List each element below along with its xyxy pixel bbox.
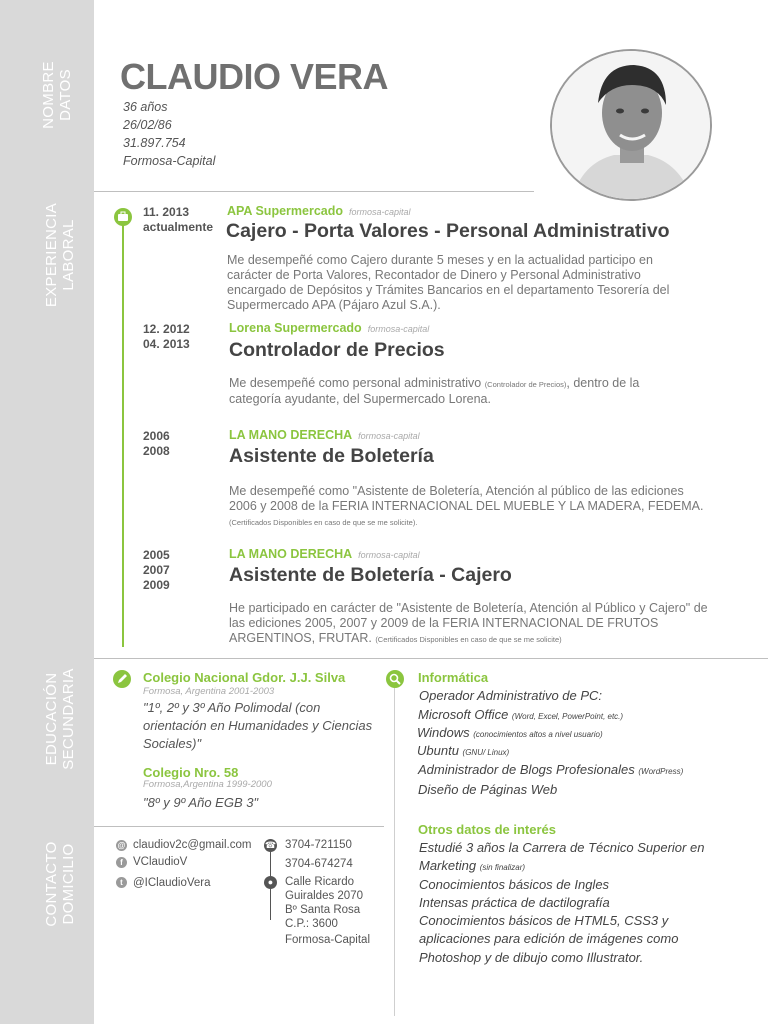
- twitter-icon: t: [116, 877, 127, 888]
- company-name: LA MANO DERECHA: [229, 428, 353, 442]
- informatica-title: Informática: [418, 670, 489, 685]
- date-line: 11. 2013: [143, 205, 190, 219]
- description-text: Me desempeñé como personal administrativo: [229, 376, 485, 390]
- sidebar-label-contacto: [43, 829, 77, 939]
- sidebar-label-line: DOMICILIO: [60, 843, 77, 925]
- job-dates: [143, 429, 170, 459]
- skill-text: Administrador de Blogs Profesionales: [418, 762, 639, 777]
- job-description: [229, 601, 714, 647]
- job-role: Controlador de Precios: [229, 339, 445, 361]
- skill-item: [418, 782, 557, 797]
- candidate-name: CLAUDIO VERA: [120, 56, 389, 97]
- skill-text: Ubuntu: [417, 743, 463, 758]
- section-divider: [94, 826, 384, 827]
- description-note: (Controlador de Precios): [484, 380, 567, 389]
- job-description: [229, 484, 704, 530]
- briefcase-icon: [114, 208, 132, 226]
- phone-icon: ☎: [264, 840, 277, 850]
- skill-item: [418, 762, 683, 777]
- description-text: Me desempeñé como "Asistente de Boletería, Atención al público de las ediciones 2006 y 2008 de la FERIA INTERNACIONAL DEL MUEBLE Y LA MADERA, FEDEMA.: [229, 484, 704, 513]
- experience-timeline: [122, 210, 124, 647]
- otros-text: Marketing: [419, 858, 480, 873]
- section-divider: [94, 191, 534, 192]
- description-text: He participado en carácter de "Asistente de Boletería, Atención al Público y Cajero" de las ediciones 2005, 2007 y 2009 de la FERIA INTERNACIONAL DE FRUTOS ARGENTINOS, FRUTAR.: [229, 601, 708, 645]
- job-dates: [143, 205, 213, 235]
- date-line: 2009: [143, 578, 170, 592]
- job-dates: [143, 548, 170, 593]
- skill-text: Diseño de Páginas Web: [418, 782, 558, 797]
- date-line: actualmente: [143, 220, 214, 234]
- location: Formosa-Capital: [123, 154, 216, 168]
- sidebar-label-line: EDUCACIÓN: [43, 672, 60, 766]
- section-divider: [94, 658, 768, 659]
- address-line: Calle Ricardo: [285, 876, 355, 888]
- school-place: Formosa, Argentina 2001-2003: [143, 686, 275, 697]
- pencil-icon: [113, 670, 131, 688]
- description-note: (Certificados Disponibles en caso de que se me solicite).: [229, 518, 418, 527]
- skill-text: Operador Administrativo de PC:: [419, 688, 603, 703]
- otros-line: Conocimientos básicos de Ingles: [419, 877, 610, 892]
- otros-line: aplicaciones para edición de imágenes como: [419, 931, 679, 946]
- otros-line: Conocimientos básicos de HTML5, CSS3 y: [419, 913, 669, 928]
- description-text: , dentro de la categoría ayudante, del Supermercado Lorena.: [229, 376, 640, 406]
- skill-note: (WordPress): [638, 767, 684, 776]
- job-company: [227, 204, 411, 218]
- skill-note: (conocimientos altos a nivel usuario): [473, 730, 603, 739]
- skill-item: [418, 707, 623, 722]
- skill-note: (GNU/ Linux): [462, 748, 510, 757]
- sidebar-label-educacion: [43, 659, 77, 779]
- company-location: formosa-capital: [349, 207, 411, 217]
- otros-title: Otros datos de interés: [418, 822, 556, 837]
- skill-text: Windows: [417, 725, 474, 740]
- job-dates: [143, 322, 190, 352]
- school-detail: "1º, 2º y 3º Año Polimodal (con orientación en Humanidades y Ciencias Sociales)": [143, 700, 373, 751]
- school-name: Colegio Nacional Gdor. J.J. Silva: [143, 670, 346, 685]
- skills-divider: [394, 676, 395, 1016]
- date-line: 2008: [143, 444, 170, 458]
- sidebar-label-line: EXPERIENCIA: [43, 202, 60, 308]
- skill-item: [419, 688, 602, 703]
- job-role: Asistente de Boletería - Cajero: [229, 564, 512, 586]
- job-role: Asistente de Boletería: [229, 445, 434, 467]
- otros-line: [419, 858, 525, 873]
- address-line: Bº Santa Rosa: [285, 904, 361, 916]
- school-name: Colegio Nro. 58: [143, 765, 239, 780]
- profile-photo: [550, 49, 712, 201]
- date-line: 2007: [143, 563, 170, 577]
- company-name: LA MANO DERECHA: [229, 547, 353, 561]
- phone-number: 3704-721150: [285, 839, 352, 851]
- skill-text: Microsoft Office: [418, 707, 512, 722]
- job-description: Me desempeñé como Cajero durante 5 meses y en la actualidad participo en carácter de Porta Valores, Recontador de Dinero y Personal Administrativo encargado de Depósitos y Trámites Bancarios en el departamento Tesorería del Supermercado APA (Pájaro Azul S.A.).: [227, 253, 670, 312]
- address: [285, 875, 363, 931]
- skill-item: [417, 725, 603, 740]
- job-company: [229, 428, 420, 442]
- phone-number: 3704-674274: [285, 858, 353, 870]
- gear-icon: [386, 670, 404, 688]
- otros-line: Intensas práctica de dactilografía: [419, 895, 610, 910]
- otros-line: Photoshop y de dibujo como Illustrator.: [419, 950, 644, 965]
- job-company: [229, 547, 420, 561]
- sidebar-label-line: DATOS: [57, 69, 74, 121]
- facebook-link[interactable]: VClaudioV: [133, 856, 188, 868]
- location-pin-icon: ●: [264, 876, 277, 889]
- age: 36 años: [123, 100, 168, 114]
- company-name: Lorena Supermercado: [229, 321, 362, 335]
- email-link[interactable]: claudiov2c@gmail.com: [133, 839, 252, 851]
- skill-item: [417, 743, 509, 758]
- email-icon: @: [117, 841, 126, 850]
- id-number: 31.897.754: [123, 136, 186, 150]
- city: Formosa-Capital: [285, 934, 370, 946]
- birthdate: 26/02/86: [123, 118, 172, 132]
- sidebar-label-line: NOMBRE: [40, 61, 57, 129]
- job-role: Cajero - Porta Valores - Personal Administrativo: [226, 220, 670, 242]
- facebook-icon: f: [116, 857, 127, 868]
- company-location: formosa-capital: [358, 431, 420, 441]
- sidebar-label-line: CONTACTO: [43, 841, 60, 927]
- skill-note: (Word, Excel, PowerPoint, etc.): [511, 712, 624, 721]
- twitter-link[interactable]: @IClaudioVera: [133, 877, 211, 889]
- sidebar-label-line: SECUNDARIA: [60, 668, 77, 770]
- sidebar-label-line: LABORAL: [60, 219, 77, 291]
- otros-line: Estudié 3 años la Carrera de Técnico Superior en: [419, 840, 705, 855]
- date-line: 2005: [143, 548, 170, 562]
- date-line: 04. 2013: [143, 337, 190, 351]
- otros-note: (sin finalizar): [479, 863, 526, 872]
- school-place: Formosa,Argentina 1999-2000: [143, 779, 272, 790]
- school-detail: "8º y 9º Año EGB 3": [143, 795, 259, 810]
- sidebar-label-experiencia: [43, 195, 77, 315]
- company-location: formosa-capital: [358, 550, 420, 560]
- personal-data: [123, 98, 215, 170]
- portrait-image: [552, 51, 710, 199]
- date-line: 2006: [143, 429, 170, 443]
- date-line: 12. 2012: [143, 322, 190, 336]
- company-name: APA Supermercado: [227, 204, 344, 218]
- job-description: [229, 376, 679, 407]
- address-line: Guiraldes 2070: [285, 890, 363, 902]
- sidebar: [0, 0, 94, 1024]
- sidebar-label-nombre-datos: [40, 50, 74, 140]
- company-location: formosa-capital: [367, 324, 430, 334]
- address-line: C.P.: 3600: [285, 918, 338, 930]
- job-company: [229, 321, 429, 335]
- description-note: (Certificados Disponibles en caso de que se me solicite): [375, 635, 562, 644]
